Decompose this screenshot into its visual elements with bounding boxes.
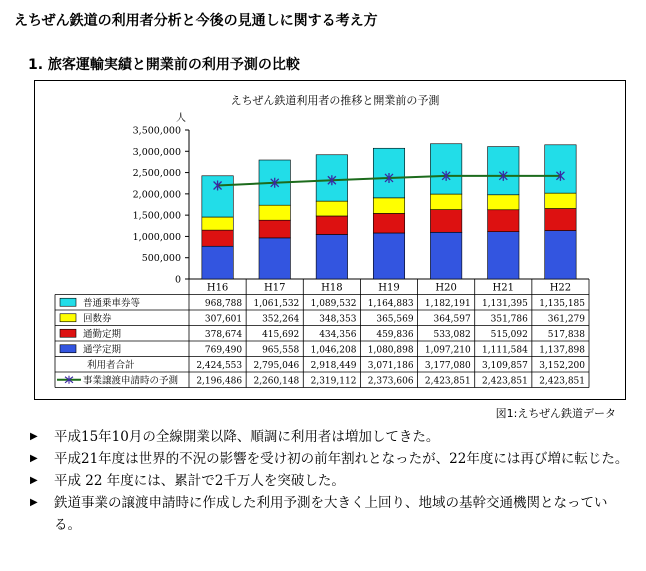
- data-label: 3,071,186: [367, 360, 414, 371]
- y-axis-unit: 人: [176, 113, 186, 124]
- bar-segment: [488, 195, 519, 210]
- data-label: 2,795,046: [253, 360, 300, 371]
- data-label: 307,601: [204, 314, 243, 325]
- bar-segment: [316, 234, 347, 279]
- legend-label: 利用者合計: [87, 359, 135, 371]
- x-tick-label: H16: [206, 282, 229, 294]
- triangle-bullet-icon: ▶: [30, 497, 38, 508]
- bar-segment: [545, 231, 576, 279]
- data-label: 351,786: [490, 314, 528, 325]
- data-label: 1,131,395: [482, 298, 528, 309]
- data-label: 1,137,898: [539, 345, 585, 356]
- triangle-bullet-icon: ▶: [30, 431, 38, 442]
- y-tick-label: 0: [174, 274, 181, 286]
- bullet-text: 平成 22 年度には、累計で2千万人を突破した。: [54, 473, 345, 489]
- bar-segment: [202, 246, 233, 279]
- data-label: 415,692: [262, 329, 300, 340]
- data-label: 459,836: [376, 329, 414, 340]
- bullet-text: 平成15年10月の全線開業以降、順調に利用者は増加してきた。: [54, 429, 440, 445]
- legend-swatch: [60, 345, 76, 353]
- data-label: 2,918,449: [310, 360, 357, 371]
- triangle-bullet-icon: ▶: [30, 453, 38, 464]
- data-label: 352,264: [262, 314, 300, 325]
- bar-segment: [373, 213, 404, 233]
- y-tick-label: 3,000,000: [132, 146, 181, 158]
- data-label: 3,152,200: [539, 360, 585, 371]
- bullet-text: 平成21年度は世界的不況の影響を受け初の前年割れとなったが、22年度には再び増に転じた。: [54, 451, 629, 467]
- data-label: 1,135,185: [539, 298, 585, 309]
- legend-label: 通学定期: [83, 344, 122, 356]
- bar-segment: [259, 220, 290, 238]
- bar-segment: [545, 209, 576, 231]
- bullet-item: [30, 426, 630, 448]
- data-label: 2,423,851: [482, 376, 528, 387]
- bar-segment: [430, 194, 461, 210]
- data-label: 3,177,080: [424, 360, 471, 371]
- legend-label: 事業譲渡申請時の予測: [83, 375, 179, 387]
- data-label: 769,490: [204, 345, 243, 356]
- bar-segment: [488, 232, 519, 279]
- chart-title: えちぜん鉄道利用者の推移と開業前の予測: [230, 94, 440, 107]
- data-label: 361,279: [547, 314, 585, 325]
- data-label: 1,182,191: [424, 298, 471, 309]
- legend-swatch: [60, 314, 76, 322]
- bar-segment: [430, 144, 461, 194]
- data-label: 378,674: [204, 329, 243, 340]
- data-label: 3,109,857: [482, 360, 528, 371]
- y-tick-label: 3,500,000: [132, 125, 181, 137]
- data-label: 2,196,486: [196, 376, 243, 387]
- data-label: 1,089,532: [310, 298, 357, 309]
- x-tick-label: H18: [321, 282, 343, 294]
- document-title: えちぜん鉄道の利用者分析と今後の見通しに関する考え方: [14, 13, 378, 29]
- y-tick-label: 2,500,000: [132, 168, 181, 180]
- source-note: 図1:えちぜん鉄道データ: [495, 407, 616, 420]
- data-label: 515,092: [490, 329, 528, 340]
- bar-segment: [430, 232, 461, 279]
- data-label: 1,097,210: [424, 345, 471, 356]
- bar-segment: [316, 216, 347, 234]
- x-tick-label: H21: [492, 282, 515, 294]
- bar-segment: [488, 147, 519, 195]
- legend-label: 普通乗車券等: [83, 297, 141, 309]
- data-label: 2,319,112: [310, 376, 357, 387]
- chart-panel: [34, 80, 626, 400]
- bullet-item: [30, 470, 630, 492]
- section-title: 1. 旅客運輸実績と開業前の利用予測の比較: [28, 57, 300, 73]
- bar-segment: [316, 201, 347, 216]
- bar-segment: [430, 210, 461, 233]
- x-tick-label: H19: [378, 282, 400, 294]
- bar-segment: [373, 198, 404, 214]
- data-label: 965,558: [262, 345, 300, 356]
- data-label: 1,046,208: [310, 345, 357, 356]
- bar-segment: [259, 238, 290, 279]
- data-label: 365,569: [376, 314, 414, 325]
- bar-segment: [202, 230, 233, 246]
- data-label: 2,423,851: [424, 376, 471, 387]
- data-label: 2,260,148: [253, 376, 300, 387]
- legend-swatch: [60, 329, 76, 337]
- data-label: 1,111,584: [482, 345, 528, 356]
- legend-swatch: [60, 298, 76, 306]
- data-label: 364,597: [433, 314, 471, 325]
- data-label: 533,082: [433, 329, 471, 340]
- bar-segment: [373, 233, 404, 279]
- data-label: 348,353: [319, 314, 357, 325]
- bullet-item: [30, 492, 630, 536]
- data-label: 517,838: [547, 329, 585, 340]
- bar-segment: [545, 193, 576, 208]
- data-label: 2,424,553: [196, 360, 243, 371]
- y-tick-label: 1,000,000: [132, 231, 181, 243]
- y-tick-label: 500,000: [141, 253, 181, 265]
- bar-segment: [488, 210, 519, 232]
- data-label: 2,423,851: [539, 376, 585, 387]
- bar-segment: [259, 205, 290, 220]
- data-label: 2,373,606: [367, 376, 414, 387]
- y-tick-label: 2,000,000: [132, 189, 181, 201]
- bullet-text: 鉄道事業の譲渡申請時に作成した利用予測を大きく上回り、地域の基幹交通機関となっている。: [54, 495, 608, 533]
- bullet-item: [30, 448, 630, 470]
- data-label: 1,061,532: [253, 298, 300, 309]
- data-label: 1,164,883: [367, 298, 414, 309]
- x-tick-label: H22: [549, 282, 572, 294]
- ridership-chart: [35, 81, 625, 399]
- data-label: 434,356: [319, 329, 357, 340]
- bar-segment: [202, 217, 233, 230]
- data-label: 968,788: [204, 298, 243, 309]
- bar-segment: [545, 145, 576, 193]
- legend-label: 通勤定期: [83, 328, 122, 340]
- y-tick-label: 1,500,000: [132, 210, 181, 222]
- data-label: 1,080,898: [367, 345, 414, 356]
- x-tick-label: H20: [435, 282, 457, 294]
- bullet-list: [30, 426, 630, 536]
- triangle-bullet-icon: ▶: [30, 475, 38, 486]
- x-tick-label: H17: [263, 282, 286, 294]
- legend-label: 回数券: [83, 313, 112, 325]
